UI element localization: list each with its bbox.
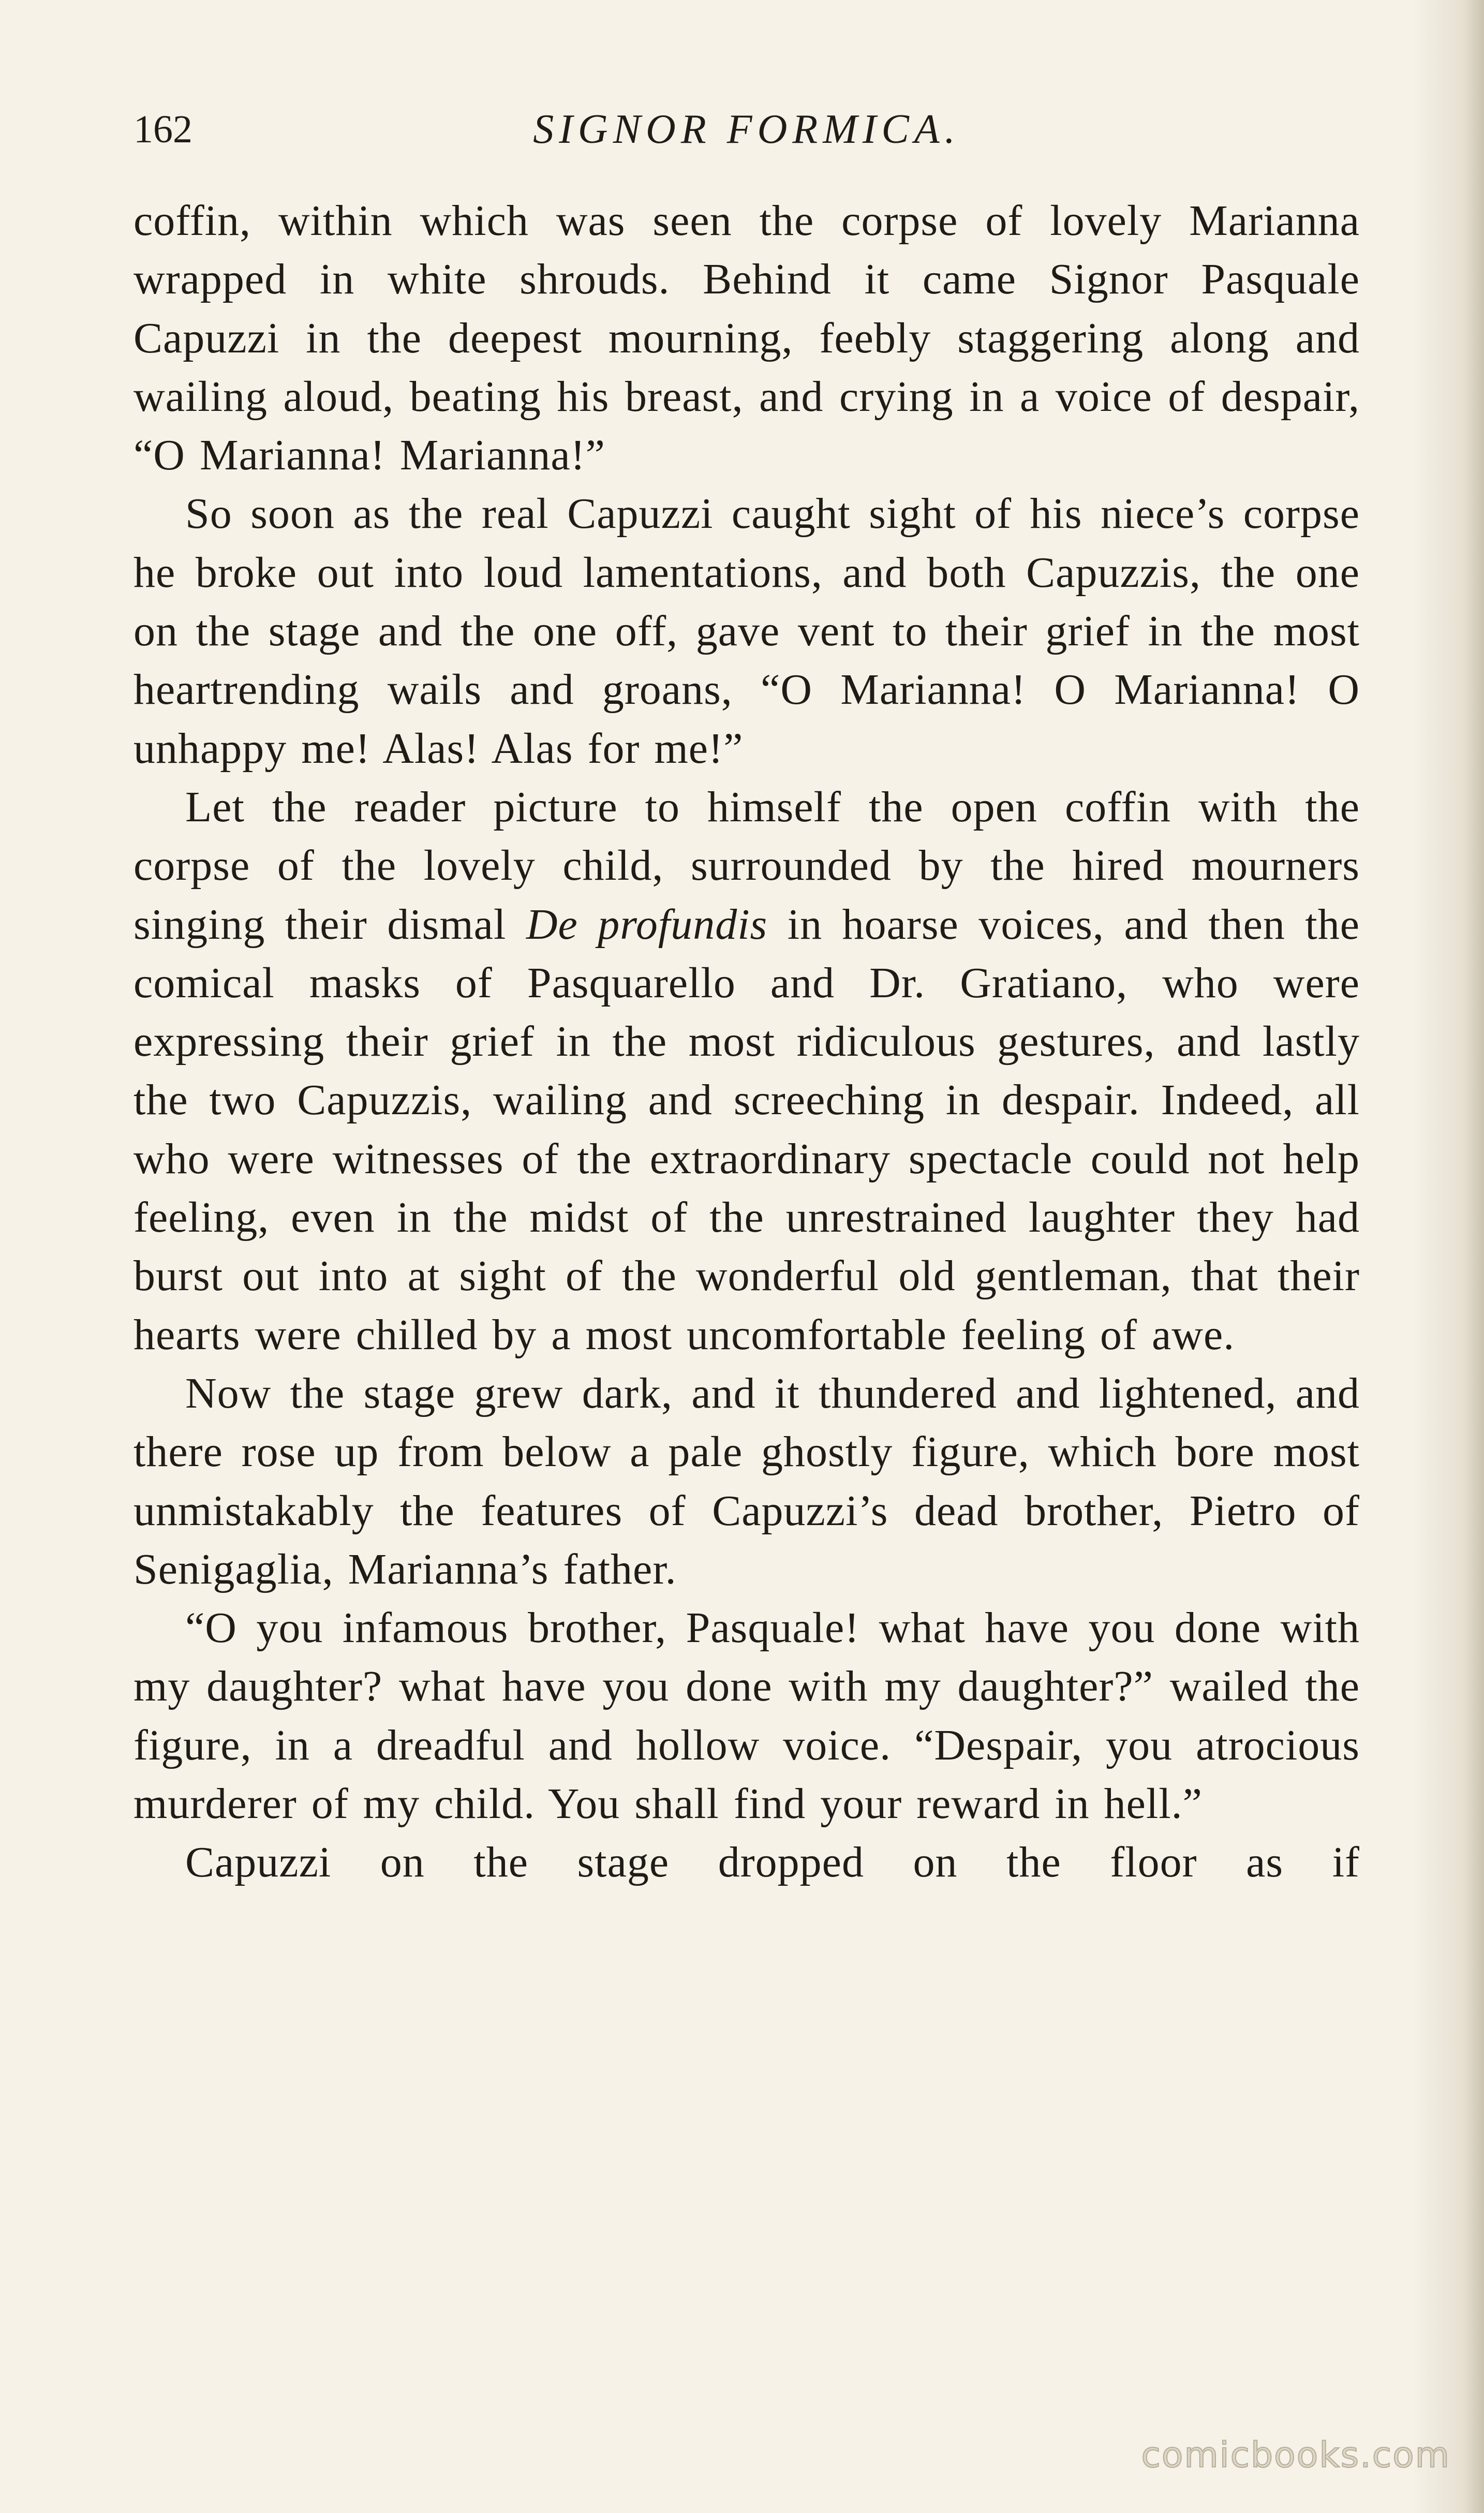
paragraph [133, 1833, 1360, 1891]
paragraph-text-continued: in hoarse voices, and then the comical masks of Pasquarello and Dr. Gratiano, who were expressing their grief in the most ridiculous gestures, and lastly the two Capuzzis, wailing and screeching in despair. Indeed, all who were witnesses of the extraordinary spectacle could not help feeling, even in the midst of the unrestrained laughter they had burst out into at sight of the wonderful old gentleman, that their hearts were chilled by a most uncomfortable feeling of awe. [133, 900, 1360, 1359]
paragraph [133, 1364, 1360, 1599]
paragraph [133, 484, 1360, 777]
paragraph-text: Now the stage grew dark, and it thundered and lightened, and there rose up from below a pale ghostly figure, which bore most unmistakably the features of Capuzzi’s dead brother, Pietro of Senigaglia, Marianna’s father. [133, 1369, 1360, 1593]
watermark: comicbooks.com [1141, 2435, 1450, 2476]
paragraph-text: So soon as the real Capuzzi caught sight of his niece’s corpse he broke out into loud lamentations, and both Capuzzis, the one on the stage and the one off, gave vent to their grief in the most heartrending wails and groans, “O Marianna! O Marianna! O unhappy me! Alas! Alas for me!” [133, 490, 1360, 773]
paragraph-text: Let the reader picture to himself the open coffin with the corpse of the lovely child, surrounded by the hired mourners singing their dismal [133, 782, 1360, 949]
paragraph-text: “O you infamous brother, Pasquale! what have you done with my daughter? what have you done with my daughter?” wailed the figure, in a dreadful and hollow voice. “Despair, you atrocious murderer of my child. You shall find your reward in hell.” [133, 1604, 1360, 1828]
running-title: SIGNOR FORMICA. [533, 107, 960, 152]
paragraph [133, 778, 1360, 1364]
paragraph [133, 191, 1360, 484]
body-text [133, 191, 1360, 1892]
paragraph [133, 1599, 1360, 1833]
page-number: 162 [133, 108, 192, 151]
paragraph-text: Capuzzi on the stage dropped on the floor as if [185, 1838, 1360, 1887]
italic-phrase: De profundis [526, 900, 768, 949]
paragraph-text: coffin, within which was seen the corpse of lovely Marianna wrapped in white shrouds. Behind it came Signor Pasquale Capuzzi in the deepest mourning, feebly staggering along and wailing aloud, beating his breast, and crying in a voice of despair, “O Marianna! Marianna!” [133, 197, 1360, 480]
page-header [133, 101, 1360, 158]
